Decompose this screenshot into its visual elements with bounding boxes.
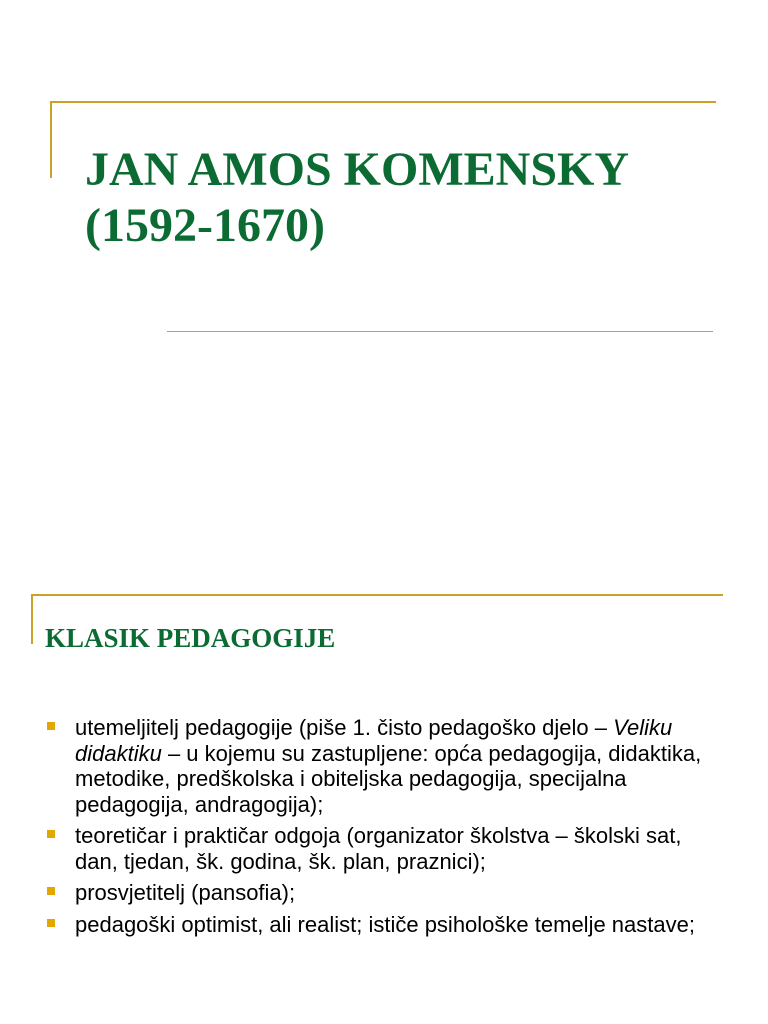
square-bullet-icon [47,919,55,927]
square-bullet-icon [47,887,55,895]
slide-title [85,142,745,254]
square-bullet-icon [47,722,55,730]
list-item [45,823,725,874]
top-accent-line [50,101,716,103]
subtitle-divider-line [167,331,713,332]
book-title: Veliku didaktiku [75,715,673,766]
list-item [45,912,725,938]
left-accent-line [50,101,52,178]
list-item [45,715,725,817]
bullet-text: teoretičar i praktičar odgoja (organizator školstva – školski sat, dan, tjedan, šk. godina, šk. plan, praznici); [75,823,682,874]
title-years: (1592-1670) [85,199,325,252]
bullet-text: pedagoški optimist, ali realist; ističe psihološke temelje nastave; [75,911,695,937]
bullet-text: utemeljitelj pedagogije (piše 1. čisto pedagoško djelo – [75,715,614,740]
title-name: JAN AMOS KOMENSKY [85,143,630,196]
list-item [45,880,725,906]
bullet-list [45,715,725,943]
top-accent-line [31,594,723,596]
bullet-text: prosvjetitelj (pansofia); [75,880,296,905]
slide-heading: KLASIK PEDAGOGIJE [45,623,336,653]
square-bullet-icon [47,830,55,838]
left-accent-line [31,594,33,644]
bullet-text: – u kojemu su zastupljene: opća pedagogija, didaktika, metodike, predškolska i obiteljska pedagogija, specijalna pedagogija, andragogija); [75,740,702,817]
content-slide [0,512,768,1024]
